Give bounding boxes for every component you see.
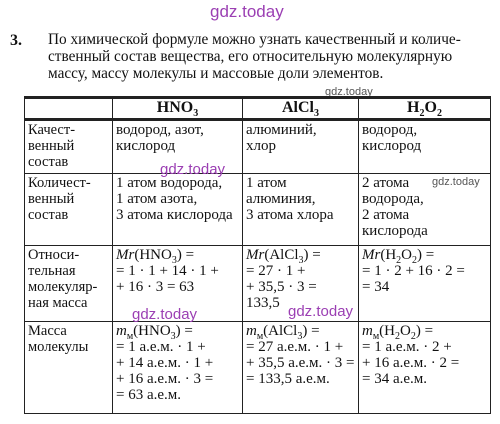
row-head-line: Качест-	[28, 122, 76, 138]
cell-line: $m_м(HNO_3)$ =	[116, 323, 193, 342]
row-head-line: венный	[28, 191, 75, 207]
cell-line: кислород	[116, 138, 176, 154]
row-head-line: ная масса	[28, 295, 88, 311]
task-intro	[48, 31, 488, 82]
cell-line: алюминий,	[246, 122, 317, 138]
row-head-molecule-mass	[25, 322, 113, 414]
cell-line: = 63 а.е.м.	[116, 387, 182, 403]
header-alcl3: AlCl$_3$	[243, 98, 359, 120]
cell-line: + 16 а.е.м. · 2 =	[362, 355, 460, 371]
watermark-top: gdz.today	[210, 2, 284, 21]
cell-h2o2-qualitative	[359, 120, 491, 174]
row-head-line: Количест-	[28, 175, 91, 191]
cell-line: кислорода	[362, 223, 428, 239]
header-h2o2: $H_2O_2$	[359, 98, 491, 120]
cell-line: $Mr(HNO_3)$ =	[116, 247, 195, 266]
table-row-relative-mass	[25, 246, 491, 322]
intro-line: массу, массу молекулы и массовые доли элементов.	[48, 65, 384, 82]
cell-line: 1 атом	[246, 175, 287, 191]
row-head-line: Масса	[28, 323, 67, 339]
cell-hno3-quantitative	[113, 174, 243, 246]
row-head-line: венный	[28, 138, 75, 154]
cell-line: = 27 · 1 +	[246, 263, 306, 279]
cell-line: водорода,	[362, 191, 424, 207]
row-head-quantitative	[25, 174, 113, 246]
header-empty	[25, 98, 113, 120]
cell-h2o2-molecule-mass	[359, 322, 491, 414]
cell-alcl3-molecule-mass	[243, 322, 359, 414]
row-head-line: молекулы	[28, 339, 89, 355]
row-head-line: тельная	[28, 263, 76, 279]
cell-line: водород,	[362, 122, 418, 138]
cell-line: хлор	[246, 138, 276, 154]
cell-line: $m_м(AlCl_3)$ =	[246, 323, 320, 342]
row-head-line: состав	[28, 207, 69, 223]
intro-line: ственный состав вещества, его относительную молекулярную	[48, 48, 453, 65]
table-row-qualitative	[25, 120, 491, 174]
cell-line: + 35,5 а.е.м. · 3 =	[246, 355, 355, 371]
cell-line: + 16 а.е.м. · 3 =	[116, 371, 214, 387]
row-head-line: состав	[28, 154, 69, 170]
cell-line: алюминия,	[246, 191, 316, 207]
cell-line: 1 атом водорода,	[116, 175, 223, 191]
cell-line: + 16 · 3 = 63	[116, 279, 195, 295]
cell-line: $m_м(H_2O_2)$ =	[362, 323, 434, 342]
cell-line: 2 атома	[362, 207, 410, 223]
cell-line: = 133,5 а.е.м.	[246, 371, 330, 387]
cell-h2o2-relative-mass	[359, 246, 491, 322]
cell-line: 3 атома кислорода	[116, 207, 233, 223]
row-head-line: Относи-	[28, 247, 80, 263]
cell-hno3-molecule-mass	[113, 322, 243, 414]
cell-line: = 34 а.е.м.	[362, 371, 428, 387]
cell-line: = 1 а.е.м. · 1 +	[116, 339, 206, 355]
task-number: 3.	[10, 32, 22, 49]
cell-line: + 35,5 · 3 =	[246, 279, 317, 295]
table-row-molecule-mass	[25, 322, 491, 414]
watermark-mid-1: gdz.today	[160, 161, 226, 178]
cell-line: водород, азот,	[116, 122, 204, 138]
header-hno3: $HNO_3$	[113, 98, 243, 120]
cell-line: = 1 · 2 + 16 · 2 =	[362, 263, 465, 279]
row-head-relative-mass	[25, 246, 113, 322]
chemistry-table	[24, 96, 491, 414]
cell-line: + 14 а.е.м. · 1 +	[116, 355, 214, 371]
watermark-small-2: gdz.today	[432, 176, 480, 188]
cell-line: $Mr(H_2O_2)$ =	[362, 247, 435, 266]
intro-line: По химической формуле можно узнать качественный и количе-	[48, 31, 461, 48]
row-head-qualitative	[25, 120, 113, 174]
cell-line: 3 атома хлора	[246, 207, 334, 223]
cell-line: = 1 · 1 + 14 · 1 +	[116, 263, 219, 279]
table-header-row	[25, 98, 491, 120]
cell-line: Mr(AlCl$_3$) =	[246, 247, 321, 266]
cell-line: = 34	[362, 279, 390, 295]
cell-line: 1 атом азота,	[116, 191, 198, 207]
cell-line: кислород	[362, 138, 422, 154]
cell-line: 133,5	[246, 295, 280, 311]
cell-line: 2 атома	[362, 175, 410, 191]
row-head-line: молекуляр-	[28, 279, 98, 295]
watermark-mid-3: gdz.today	[288, 303, 354, 320]
cell-alcl3-qualitative	[243, 120, 359, 174]
cell-alcl3-quantitative	[243, 174, 359, 246]
watermark-small-1: gdz.today	[325, 86, 373, 98]
cell-line: = 1 а.е.м. · 2 +	[362, 339, 452, 355]
watermark-mid-2: gdz.today	[132, 306, 198, 323]
cell-line: = 27 а.е.м. · 1 +	[246, 339, 344, 355]
table-row-quantitative	[25, 174, 491, 246]
